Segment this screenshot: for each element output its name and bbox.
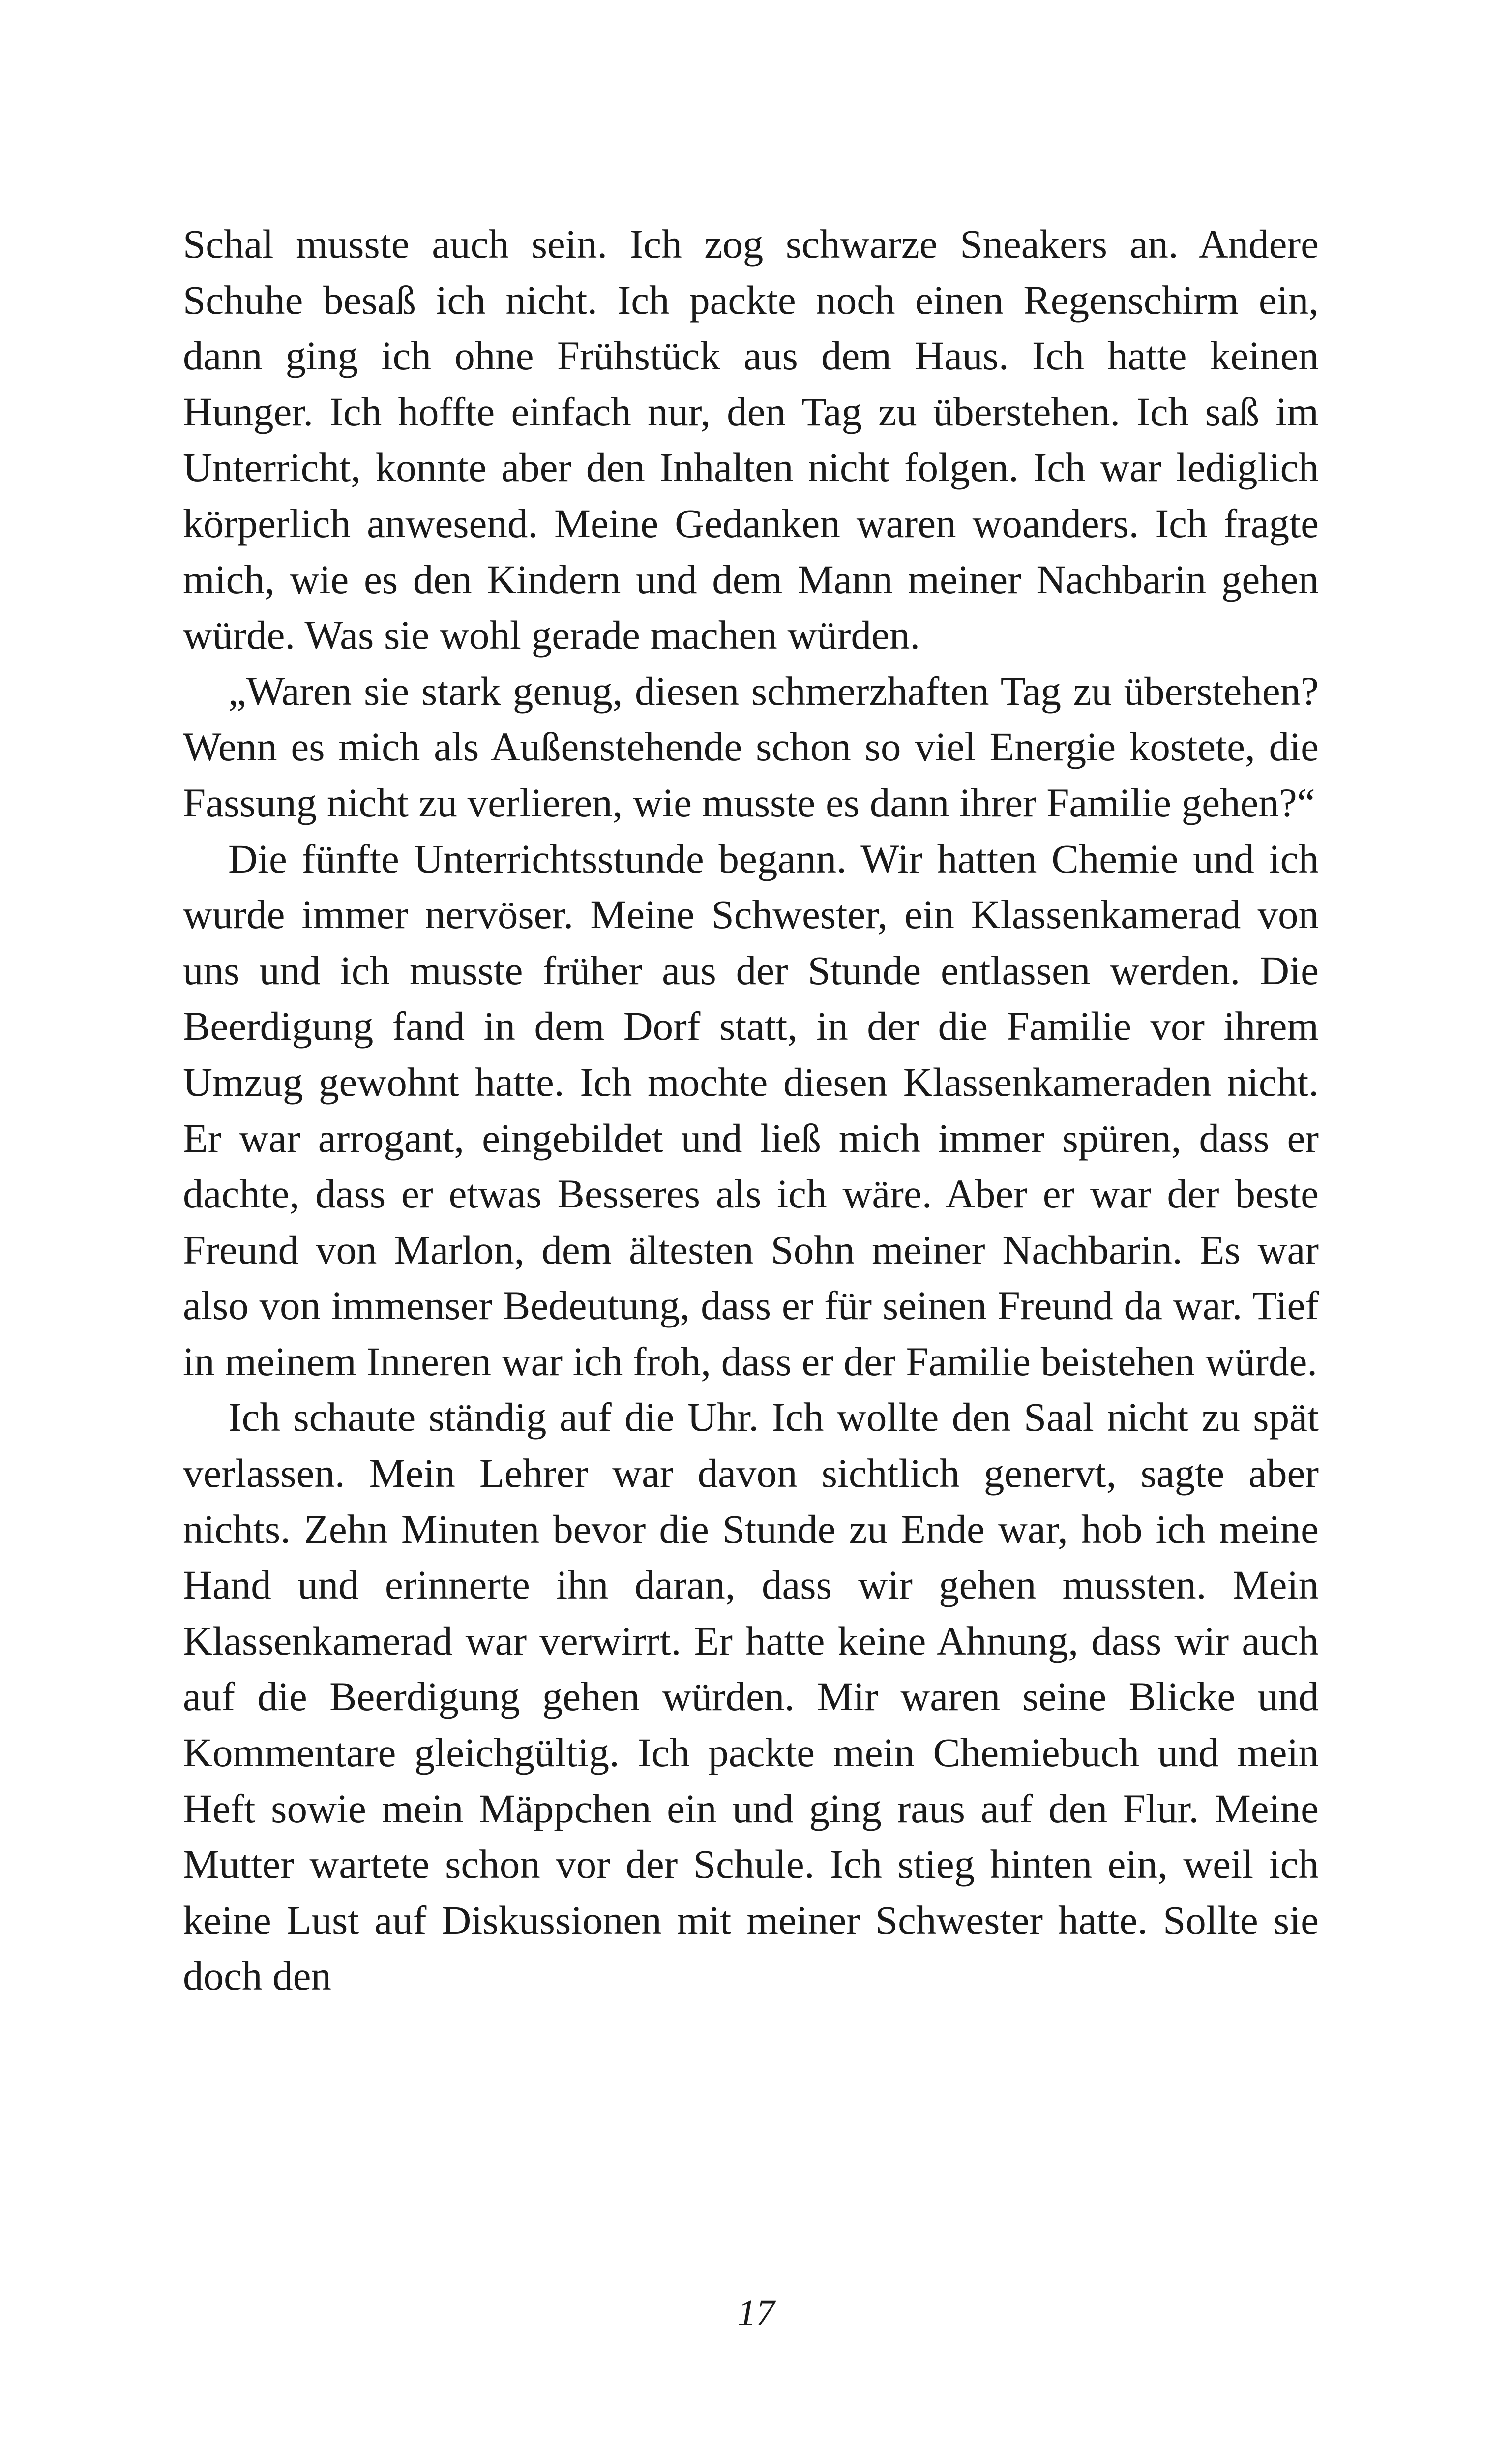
paragraph: Schal musste auch sein. Ich zog schwarze Sneakers an. Andere Schuhe besaß ich nicht. Ich packte noch einen Regenschirm ein, dann ging ich ohne Frühstück aus dem Haus. Ich hatte keinen Hunger. Ich hoffte einfach nur, den Tag zu überstehen. Ich saß im Unterricht, konnte aber den Inhalten nicht folgen. Ich war lediglich körperlich anwesend. Meine Gedanken waren woanders. Ich fragte mich, wie es den Kindern und dem Mann meiner Nachbarin gehen würde. Was sie wohl gerade machen würden. [183,221,1319,658]
paragraph: „Waren sie stark genug, diesen schmerzhaften Tag zu überstehen? Wenn es mich als Außenstehende schon so viel Energie kostete, die Fassung nicht zu verlieren, wie musste es dann ihrer Familie gehen?“ [183,668,1319,825]
body-text [183,216,1319,2004]
page-number: 17 [737,2292,775,2334]
paragraph: Ich schaute ständig auf die Uhr. Ich wollte den Saal nicht zu spät verlassen. Mein Lehrer war davon sichtlich genervt, sagte aber nichts. Zehn Minuten bevor die Stunde zu Ende war, hob ich meine Hand und erinnerte ihn daran, dass wir gehen mussten. Mein Klassenkamerad war verwirrt. Er hatte keine Ahnung, dass wir auch auf die Beerdigung gehen würden. Mir waren seine Blicke und Kommentare gleichgültig. Ich packte mein Chemiebuch und mein Heft sowie mein Mäppchen ein und ging raus auf den Flur. Meine Mutter wartete schon vor der Schule. Ich stieg hinten ein, weil ich keine Lust auf Diskussionen mit meiner Schwester hatte. Sollte sie doch den [183,1394,1319,1999]
paragraph: Die fünfte Unterrichtsstunde begann. Wir hatten Chemie und ich wurde immer nervöser. Meine Schwester, ein Klassenkamerad von uns und ich musste früher aus der Stunde entlassen werden. Die Beerdigung fand in dem Dorf statt, in der die Familie vor ihrem Umzug gewohnt hatte. Ich mochte diesen Klassenkameraden nicht. Er war arrogant, eingebildet und ließ mich immer spüren, dass er dachte, dass er etwas Besseres als ich wäre. Aber er war der beste Freund von Marlon, dem ältesten Sohn meiner Nachbarin. Es war also von immenser Bedeutung, dass er für seinen Freund da war. Tief in meinem Inneren war ich froh, dass er der Familie beistehen würde. [183,836,1319,1384]
